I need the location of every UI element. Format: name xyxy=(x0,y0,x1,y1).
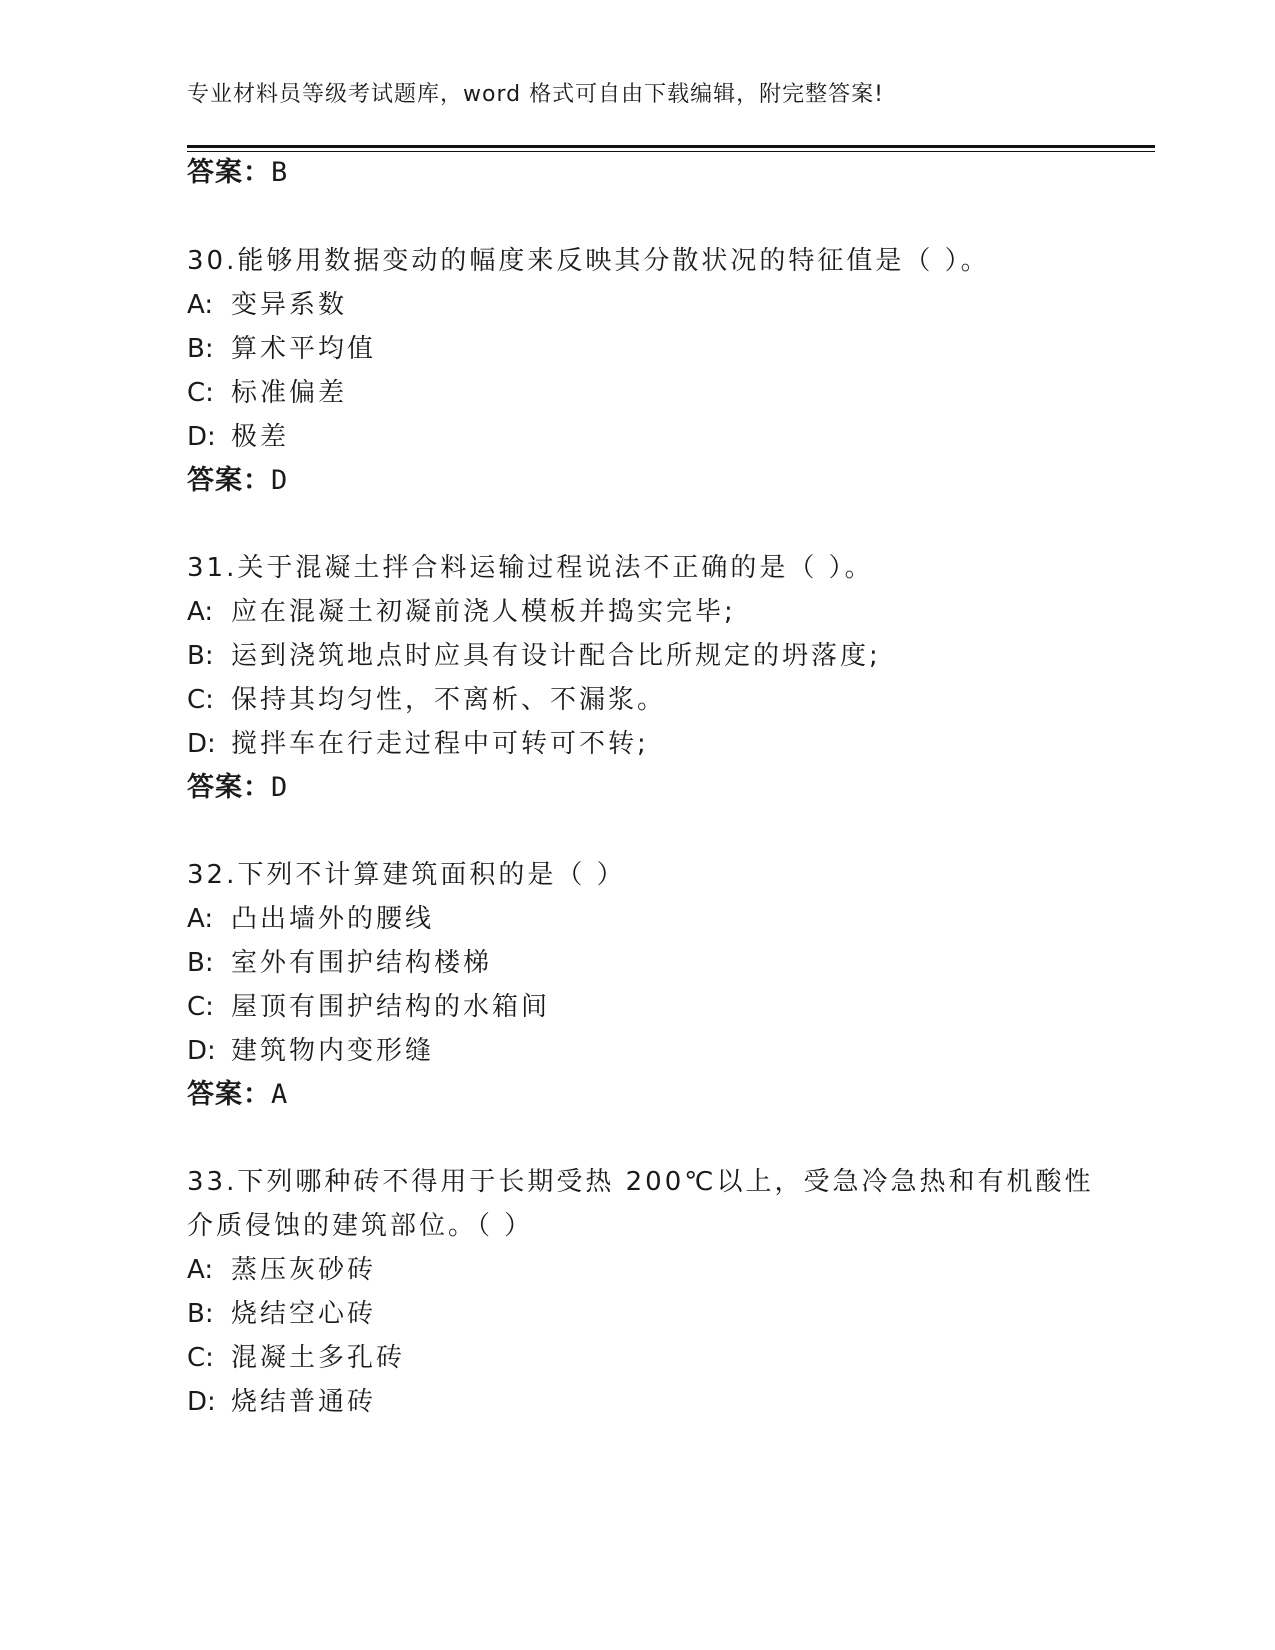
option-a xyxy=(187,597,736,627)
answer-label: 答案： xyxy=(187,157,271,188)
answer-label: 答案： xyxy=(187,1079,271,1110)
option-text: 蒸压灰砂砖 xyxy=(231,1255,377,1285)
option-key: A: xyxy=(187,1255,214,1285)
option-d xyxy=(187,422,289,452)
option-c xyxy=(187,1343,405,1373)
option-text: 屋顶有围护结构的水箱间 xyxy=(231,992,551,1022)
answer-value: D xyxy=(271,772,288,803)
page-header: 专业材料员等级考试题库，word 格式可自由下载编辑，附完整答案! xyxy=(187,82,884,107)
option-text: 建筑物内变形缝 xyxy=(231,1036,435,1066)
option-text: 极差 xyxy=(231,422,290,452)
option-c xyxy=(187,378,347,408)
option-text: 标准偏差 xyxy=(231,378,348,408)
option-key: C: xyxy=(187,1343,214,1373)
option-b xyxy=(187,334,376,364)
option-b xyxy=(187,641,881,671)
option-key: B: xyxy=(187,334,214,364)
option-key: C: xyxy=(187,992,214,1022)
option-text: 凸出墙外的腰线 xyxy=(231,904,435,934)
option-text: 变异系数 xyxy=(231,290,348,320)
answer-value: D xyxy=(271,465,288,496)
option-text: 搅拌车在行走过程中可转可不转; xyxy=(231,729,649,759)
option-key: D: xyxy=(187,422,216,452)
option-text: 算术平均值 xyxy=(231,334,377,364)
question-stem: 31.关于混凝土拌合料运输过程说法不正确的是（ ）。 xyxy=(187,553,874,583)
option-text: 烧结空心砖 xyxy=(231,1299,377,1329)
option-key: D: xyxy=(187,1036,216,1066)
option-text: 室外有围护结构楼梯 xyxy=(231,948,493,978)
option-key: B: xyxy=(187,641,214,671)
option-d xyxy=(187,729,649,759)
option-a xyxy=(187,904,434,934)
prev-answer xyxy=(187,158,287,188)
header-rule-thin xyxy=(187,151,1155,152)
option-key: A: xyxy=(187,597,214,627)
option-key: A: xyxy=(187,290,214,320)
option-key: D: xyxy=(187,1387,216,1417)
option-key: C: xyxy=(187,378,214,408)
option-d xyxy=(187,1387,376,1417)
option-b xyxy=(187,948,492,978)
question-answer xyxy=(187,1080,287,1110)
option-key: C: xyxy=(187,685,214,715)
question-stem-cont: 介质侵蚀的建筑部位。（ ） xyxy=(187,1211,534,1241)
answer-value: B xyxy=(271,157,288,188)
option-c xyxy=(187,685,666,715)
option-c xyxy=(187,992,550,1022)
answer-label: 答案： xyxy=(187,465,271,496)
header-rule-thick xyxy=(187,145,1155,148)
question-answer xyxy=(187,466,287,496)
question-answer xyxy=(187,773,287,803)
option-a xyxy=(187,290,347,320)
option-key: B: xyxy=(187,948,214,978)
answer-label: 答案： xyxy=(187,772,271,803)
question-stem: 33.下列哪种砖不得用于长期受热 200℃以上，受急冷急热和有机酸性 xyxy=(187,1167,1094,1197)
option-a xyxy=(187,1255,376,1285)
option-text: 应在混凝土初凝前浇人模板并捣实完毕; xyxy=(231,597,736,627)
option-d xyxy=(187,1036,434,1066)
option-text: 运到浇筑地点时应具有设计配合比所规定的坍落度; xyxy=(231,641,881,671)
option-key: A: xyxy=(187,904,214,934)
option-b xyxy=(187,1299,376,1329)
option-key: D: xyxy=(187,729,216,759)
option-text: 烧结普通砖 xyxy=(231,1387,377,1417)
question-stem: 30.能够用数据变动的幅度来反映其分散状况的特征值是（ ）。 xyxy=(187,246,990,276)
option-text: 保持其均匀性，不离析、不漏浆。 xyxy=(231,685,667,715)
question-stem: 32.下列不计算建筑面积的是（ ） xyxy=(187,860,626,890)
option-key: B: xyxy=(187,1299,214,1329)
option-text: 混凝土多孔砖 xyxy=(231,1343,406,1373)
answer-value: A xyxy=(271,1079,288,1110)
